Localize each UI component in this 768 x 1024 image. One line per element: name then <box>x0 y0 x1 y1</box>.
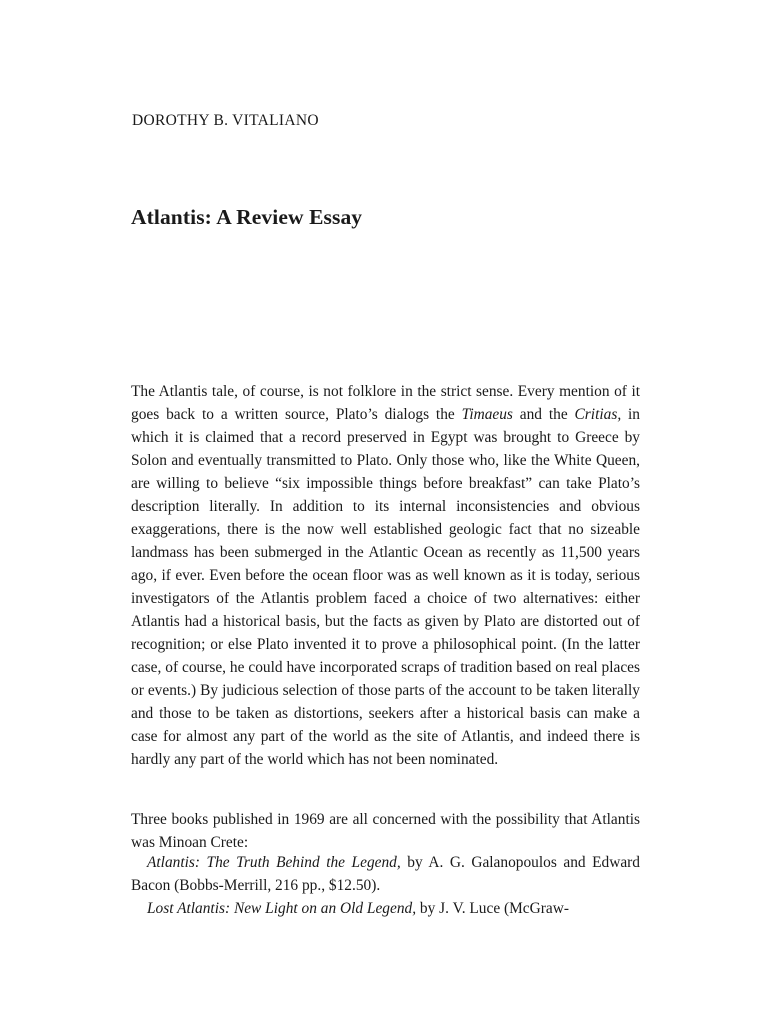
book-reference <box>131 851 640 897</box>
book-details: by J. V. Luce (McGraw- <box>416 900 569 917</box>
work-title-critias: Critias, <box>574 406 622 423</box>
work-title-timaeus: Timaeus <box>461 406 513 423</box>
paragraph-1-text-a: The Atlantis tale, of course, is not folklore in the strict sense. Every mention of it goes back to a written source, Plato’s dialogs the <box>131 383 640 423</box>
author-name: DOROTHY B. VITALIANO <box>132 112 319 129</box>
book-reference <box>131 897 640 920</box>
paragraph-1-text-b: and the <box>512 406 575 423</box>
article-title: Atlantis: A Review Essay <box>131 205 363 229</box>
book-details: by A. G. Galanopoulos and Edward Bacon (Bobbs-Merrill, 216 pp., $12.50). <box>131 854 640 894</box>
book-title: Atlantis: The Truth Behind the Legend, <box>147 854 401 871</box>
paragraph-1-text-c: in which it is claimed that a record preserved in Egypt was brought to Greece by Solon and eventually transmitted to Plato. Only those who, like the White Queen, are willing to believe “six impossible things before breakfast” can take Plato’s description literally. In addition to its internal inconsistencies and obvious exaggerations, there is the now well established geologic fact that no sizeable landmass has been submerged in the Atlantic Ocean as recently as 11,500 years ago, if ever. Even before the ocean floor was as well known as it is today, serious investigators of the Atlantis problem faced a choice of two alternatives: either Atlantis had a historical basis, but the facts as given by Plato are distorted out of recognition; or else Plato invented it to prove a philosophical point. (In the latter case, of course, he could have incorporated scraps of tradition based on real places or events.) By judicious selection of those parts of the account to be taken literally and those to be taken as distortions, seekers after a historical basis can make a case for almost any part of the world as the site of Atlantis, and indeed there is hardly any part of the world which has not been nominated. <box>131 406 641 768</box>
body-paragraph-2: Three books published in 1969 are all concerned with the possibility that Atlantis was Minoan Crete: <box>131 811 640 851</box>
body-paragraph-1 <box>131 380 640 771</box>
book-title: Lost Atlantis: New Light on an Old Legend, <box>147 900 417 917</box>
